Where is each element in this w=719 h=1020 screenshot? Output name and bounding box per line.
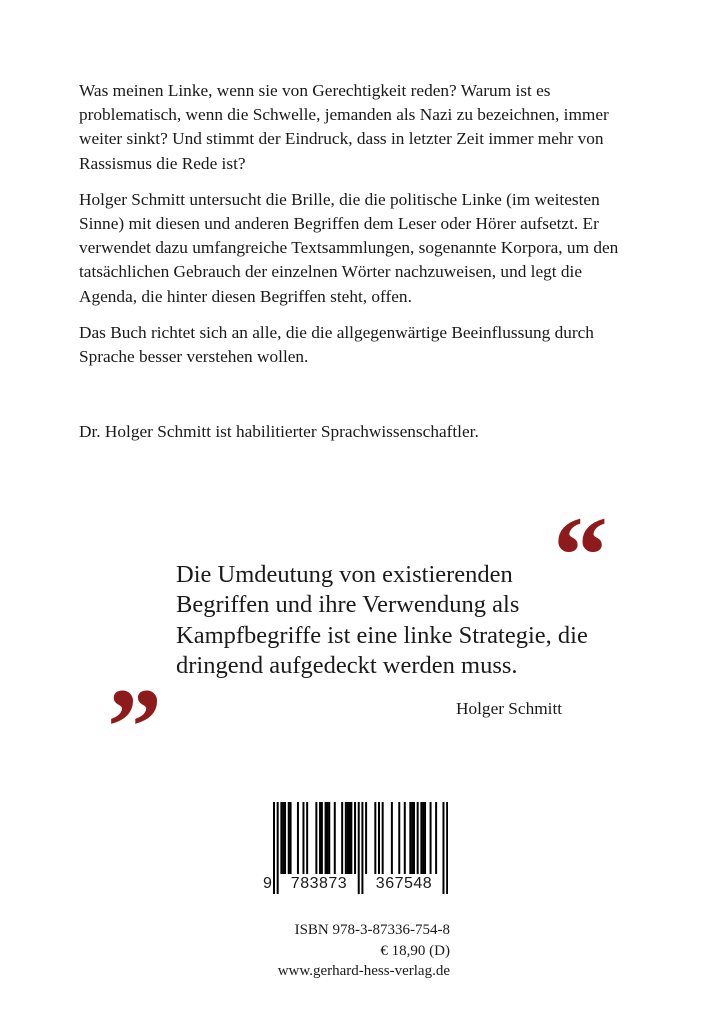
barcode-bar: [334, 802, 336, 874]
barcode-bar: [430, 802, 432, 874]
barcode-bar: [297, 802, 299, 874]
barcode-bar: [424, 802, 426, 874]
barcode-bar: [326, 802, 328, 874]
barcode-bar: [420, 802, 422, 874]
barcode-bar: [382, 802, 384, 874]
barcode-bar: [341, 802, 343, 874]
barcode-bar: [358, 802, 360, 894]
author-bio: Dr. Holger Schmitt ist habilitierter Sprachwissenschaftler.: [79, 422, 479, 441]
barcode-bar: [411, 802, 413, 874]
imprint: [240, 920, 450, 982]
barcode-bar: [315, 802, 317, 874]
barcode-digits-left: 783873: [281, 874, 357, 894]
barcode-bar: [277, 802, 279, 894]
barcode-bar: [328, 802, 330, 874]
barcode-bar: [273, 802, 275, 894]
barcode-first-digit: 9: [263, 875, 272, 892]
blurb-paragraph-2: Holger Schmitt untersucht die Brille, die die politische Linke (im weitesten Sinne) mit diesen und anderen Begriffen dem Leser oder Hörer aufsetzt. Er verwendet dazu umfangreiche Textsammlungen, sogenannte Korpora, um den tatsächlichen Gebrauch der einzelnen Wörter nachzuweisen, und legt die Agenda, die hinter diesen Begriffen steht, offen.: [79, 189, 619, 306]
barcode-bar: [288, 802, 290, 874]
barcode-bar: [417, 802, 419, 874]
barcode-bar: [374, 802, 376, 874]
barcode-bar: [306, 802, 308, 874]
barcode-bar: [319, 802, 321, 874]
barcode-bar: [391, 802, 393, 874]
quote-author: Holger Schmitt: [456, 699, 563, 718]
blurb-text: [79, 79, 639, 381]
barcode-bar: [284, 802, 286, 874]
publisher-website: www.gerhard-hess-verlag.de: [277, 963, 450, 979]
barcode-bar: [350, 802, 352, 874]
blurb-paragraph-1: Was meinen Linke, wenn sie von Gerechtigkeit reden? Warum ist es problematisch, wenn die Schwelle, jemanden als Nazi zu bezeichnen, immer weiter sinkt? Und stimmt der Eindruck, dass in letzter Zeit immer mehr von Rassismus die Rede ist?: [79, 81, 609, 173]
blurb-paragraph-3: Das Buch richtet sich an alle, die die allgegenwärtige Beeinflussung durch Sprache besser verstehen wollen.: [79, 322, 594, 367]
barcode-bar: [290, 802, 292, 874]
barcode-bar: [446, 802, 448, 894]
barcode-bar: [409, 802, 411, 874]
isbn-barcode: [263, 802, 448, 902]
barcode-bar: [442, 802, 444, 894]
pull-quote: Die Umdeutung von existierenden Begriffen und ihre Verwendung als Kampfbegriffe ist eine linke Strategie, die dringend aufgedeckt werden muss.: [176, 561, 588, 679]
opening-quote-mark: “: [553, 494, 608, 616]
barcode-bar: [282, 802, 284, 874]
barcode-bar: [365, 802, 367, 874]
barcode-bar: [398, 802, 400, 874]
closing-quote-mark: ”: [107, 666, 162, 788]
barcode-bar: [404, 802, 406, 874]
barcode-bar: [435, 802, 437, 874]
barcode-bar: [321, 802, 323, 874]
barcode-bar: [280, 802, 282, 874]
barcode-bar: [354, 802, 356, 874]
barcode-bar: [349, 802, 351, 874]
price-text: € 18,90 (D): [380, 942, 450, 959]
barcode-bar: [413, 802, 415, 874]
barcode-bar: [361, 802, 363, 894]
barcode-bar: [347, 802, 349, 874]
barcode-bar: [378, 802, 380, 874]
barcode-bar: [302, 802, 304, 874]
barcode-bar: [422, 802, 424, 874]
barcode-digits-right: 367548: [366, 874, 442, 894]
barcode-bar: [345, 802, 347, 874]
isbn-text: ISBN 978-3-87336-754-8: [294, 922, 450, 938]
barcode-bar: [325, 802, 327, 874]
